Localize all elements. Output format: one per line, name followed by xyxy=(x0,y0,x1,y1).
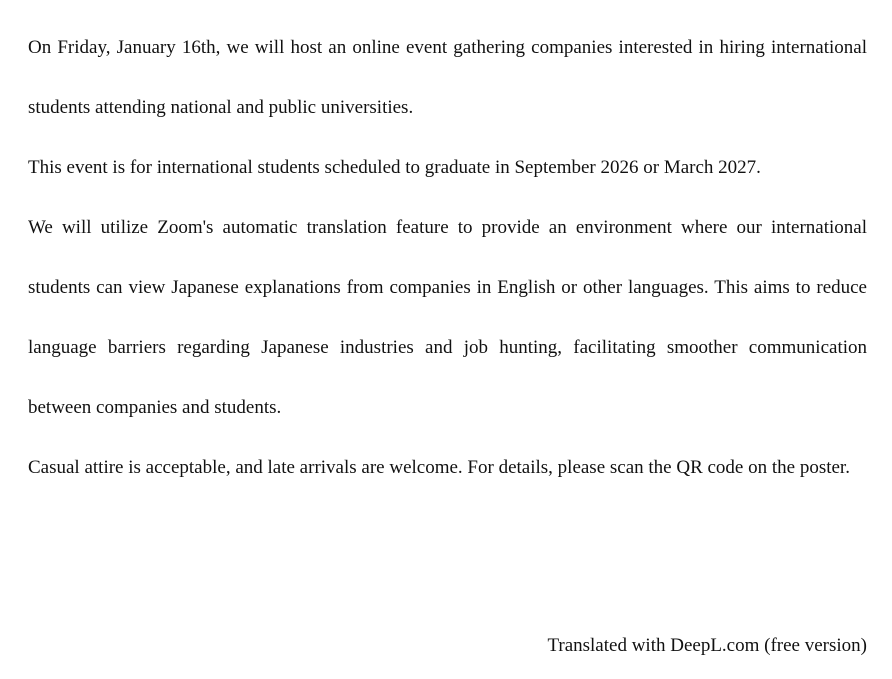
attire-details-paragraph: Casual attire is acceptable, and late arrivals are welcome. For details, please scan the QR code on the poster. xyxy=(28,457,850,478)
translation-credit: Translated with DeepL.com (free version) xyxy=(547,635,867,656)
translation-feature-paragraph: We will utilize Zoom's automatic translation feature to provide an environment where our international students can view Japanese explanations from companies in English or other languages. This aims to reduce language barriers regarding Japanese industries and job hunting, facilitating smoother communication between companies and students. xyxy=(28,217,867,418)
event-announcement-paragraph: On Friday, January 16th, we will host an online event gathering companies interested in hiring international students attending national and public universities. xyxy=(28,37,867,118)
document-body xyxy=(28,0,867,498)
eligibility-paragraph: This event is for international students scheduled to graduate in September 2026 or March 2027. xyxy=(28,157,761,178)
